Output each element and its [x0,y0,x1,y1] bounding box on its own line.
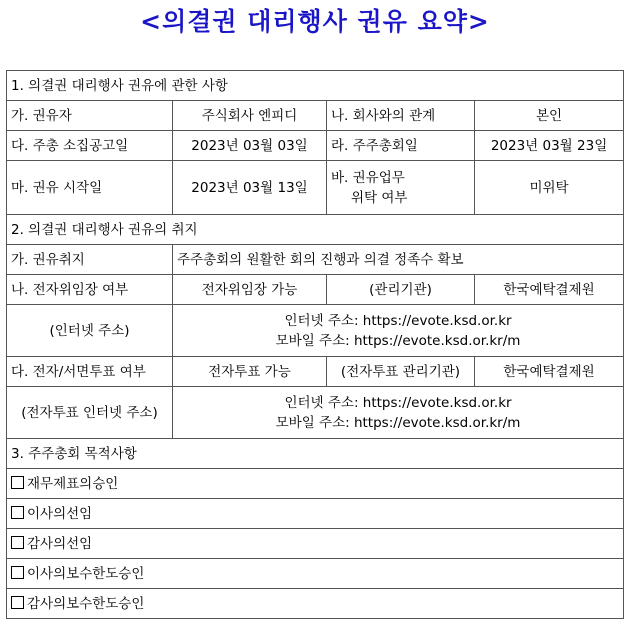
meeting-date-label: 라. 주주총회일 [327,131,475,161]
agenda-item-label: 이사의보수한도승인 [27,565,145,582]
evote-label: 다. 전자/서면투표 여부 [7,357,173,387]
checkbox-icon [11,596,24,609]
relation-value: 본인 [475,101,624,131]
evote-url-row [7,387,624,439]
evote-agency-value: 한국예탁결제원 [475,357,624,387]
section3-header-row [7,439,624,469]
delegate-value: 미위탁 [475,161,624,215]
agenda-item-row [7,499,624,529]
start-date-label: 마. 권유 시작일 [7,161,173,215]
checkbox-icon [11,536,24,549]
eproxy-agency-label: (관리기관) [327,275,475,305]
section3-header: 3. 주주총회 목적사항 [7,439,624,469]
start-date-value: 2023년 03월 13일 [173,161,327,215]
proxy-summary-table [6,70,624,619]
eproxy-label: 나. 전자위임장 여부 [7,275,173,305]
solicitor-value: 주식회사 엔피디 [173,101,327,131]
start-delegate-row [7,161,624,215]
eproxy-url-label: (인터넷 주소) [7,305,173,357]
eproxy-url-cell [173,305,624,357]
dates-row [7,131,624,161]
agenda-item-label: 이사의선임 [27,505,93,522]
agenda-item-row [7,589,624,619]
delegate-label-line2: 위탁 여부 [351,189,408,206]
section2-header-row [7,215,624,245]
relation-label: 나. 회사와의 관계 [327,101,475,131]
purpose-label: 가. 권유취지 [7,245,173,275]
solicitor-label: 가. 권유자 [7,101,173,131]
meeting-date-value: 2023년 03월 23일 [475,131,624,161]
evote-mobile-url[interactable]: 모바일 주소: https://evote.ksd.or.kr/m [275,414,521,431]
agenda-item-label: 감사의선임 [27,535,93,552]
purpose-row [7,245,624,275]
notice-date-label: 다. 주총 소집공고일 [7,131,173,161]
agenda-item-label: 감사의보수한도승인 [27,595,145,612]
evote-value: 전자투표 가능 [173,357,327,387]
agenda-item [7,529,624,559]
delegate-label-line1: 바. 권유업무 [331,169,405,186]
agenda-item-row [7,469,624,499]
checkbox-icon [11,506,24,519]
section1-header: 1. 의결권 대리행사 권유에 관한 사항 [7,71,624,101]
eproxy-agency-value: 한국예탁결제원 [475,275,624,305]
agenda-item-row [7,529,624,559]
agenda-item-row [7,559,624,589]
checkbox-icon [11,476,24,489]
checkbox-icon [11,566,24,579]
evote-row [7,357,624,387]
purpose-value: 주주총회의 원활한 회의 진행과 의결 정족수 확보 [173,245,624,275]
eproxy-internet-url[interactable]: 인터넷 주소: https://evote.ksd.or.kr [284,312,512,329]
agenda-item [7,499,624,529]
delegate-label [327,161,475,215]
notice-date-value: 2023년 03월 03일 [173,131,327,161]
agenda-item [7,559,624,589]
agenda-item [7,589,624,619]
section2-header: 2. 의결권 대리행사 권유의 취지 [7,215,624,245]
evote-url-cell [173,387,624,439]
page-title: <의결권 대리행사 권유 요약> [140,7,490,36]
evote-agency-label: (전자투표 관리기관) [327,357,475,387]
solicitor-row [7,101,624,131]
eproxy-mobile-url[interactable]: 모바일 주소: https://evote.ksd.or.kr/m [275,332,521,349]
eproxy-row [7,275,624,305]
agenda-item [7,469,624,499]
evote-url-label: (전자투표 인터넷 주소) [7,387,173,439]
section1-header-row [7,71,624,101]
evote-internet-url[interactable]: 인터넷 주소: https://evote.ksd.or.kr [284,394,512,411]
agenda-item-label: 재무제표의승인 [27,475,119,492]
eproxy-value: 전자위임장 가능 [173,275,327,305]
eproxy-url-row [7,305,624,357]
